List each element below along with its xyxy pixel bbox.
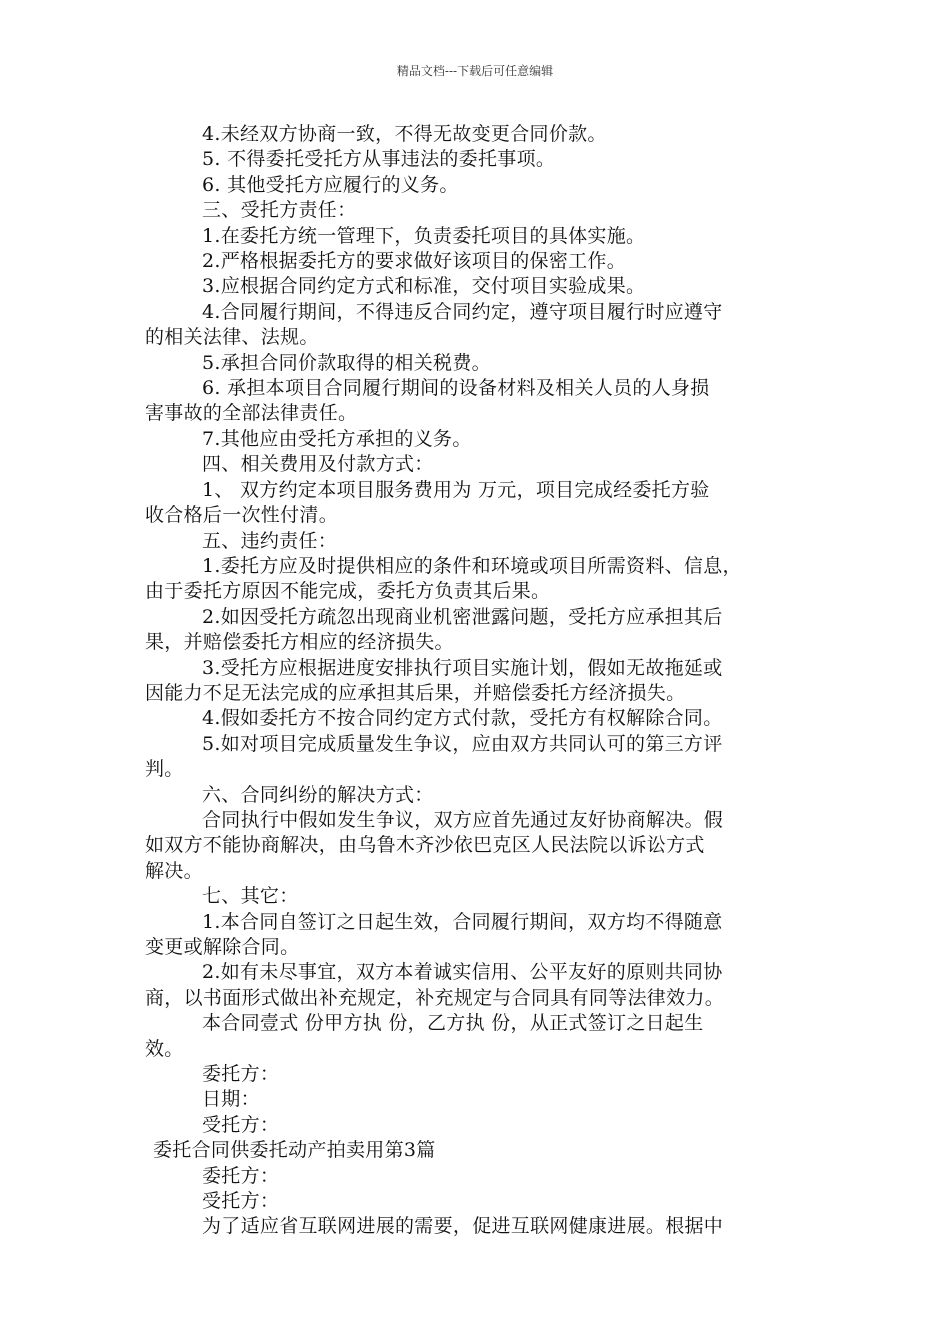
text-line: 因能力不足无法完成的应承担其后果，并赔偿委托方经济损失。 xyxy=(145,681,686,704)
text-line: 本合同壹式 份甲方执 份，乙方执 份，从正式签订之日起生 xyxy=(202,1012,704,1035)
text-line: 商，以书面形式做出补充规定，补充规定与合同具有同等法律效力。 xyxy=(145,986,725,1009)
text-line: 四、相关费用及付款方式： xyxy=(202,453,434,476)
text-line: 七、其它： xyxy=(202,885,299,908)
text-line: 害事故的全部法律责任。 xyxy=(145,402,358,425)
text-line: 1.本合同自签订之日起生效，合同履行期间，双方均不得随意 xyxy=(202,910,723,933)
text-line: 日期： xyxy=(202,1088,260,1111)
text-line: 由于委托方原因不能完成，委托方负责其后果。 xyxy=(145,580,551,603)
text-line: 2.如有未尽事宜，双方本着诚实信用、公平友好的原则共同协 xyxy=(202,961,723,984)
text-line: 为了适应省互联网进展的需要，促进互联网健康进展。根据中 xyxy=(202,1215,724,1238)
text-line: 4.合同履行期间，不得违反合同约定，遵守项目履行时应遵守 xyxy=(202,300,723,323)
text-line: 7.其他应由受托方承担的义务。 xyxy=(202,427,472,450)
text-line: 委托方： xyxy=(202,1164,280,1187)
text-line: 三、受托方责任： xyxy=(202,199,357,222)
text-line: 5.承担合同价款取得的相关税费。 xyxy=(202,351,491,374)
text-line: 受托方： xyxy=(202,1113,280,1136)
text-line: 合同执行中假如发生争议，双方应首先通过友好协商解决。假 xyxy=(202,808,724,831)
text-line: 委托合同供委托动产拍卖用第3篇 xyxy=(153,1139,436,1162)
text-line: 5. 不得委托受托方从事违法的委托事项。 xyxy=(202,148,556,171)
text-line: 五、违约责任： xyxy=(202,529,338,552)
text-line: 1.在委托方统一管理下，负责委托项目的具体实施。 xyxy=(202,224,646,247)
text-line: 6. 其他受托方应履行的义务。 xyxy=(202,173,459,196)
text-line: 3.应根据合同约定方式和标准，交付项目实验成果。 xyxy=(202,275,646,298)
text-line: 效。 xyxy=(145,1037,184,1060)
text-line: 4.未经双方协商一致，不得无故变更合同价款。 xyxy=(202,123,607,145)
text-line: 2.如因受托方疏忽出现商业机密泄露问题，受托方应承担其后 xyxy=(202,605,723,628)
text-line: 的相关法律、法规。 xyxy=(145,326,319,349)
document-body xyxy=(145,122,825,1240)
text-line: 2.严格根据委托方的要求做好该项目的保密工作。 xyxy=(202,250,627,273)
text-line: 4.假如委托方不按合同约定方式付款，受托方有权解除合同。 xyxy=(202,707,723,730)
text-line: 3.受托方应根据进度安排执行项目实施计划，假如无故拖延或 xyxy=(202,656,723,679)
text-line: 判。 xyxy=(145,758,184,781)
text-line: 1.委托方应及时提供相应的条件和环境或项目所需资料、信息， xyxy=(202,554,742,577)
text-line: 六、合同纠纷的解决方式： xyxy=(202,783,434,806)
text-line: 变更或解除合同。 xyxy=(145,936,300,958)
text-line: 果，并赔偿委托方相应的经济损失。 xyxy=(145,631,454,654)
text-line: 收合格后一次性付清。 xyxy=(145,504,339,527)
text-line: 受托方： xyxy=(202,1190,280,1213)
text-line: 如双方不能协商解决，由乌鲁木齐沙依巴克区人民法院以诉讼方式 xyxy=(145,834,705,857)
page-header: 精品文档---下载后可任意编辑 xyxy=(396,64,554,78)
text-line: 5.如对项目完成质量发生争议，应由双方共同认可的第三方评 xyxy=(202,732,723,755)
text-line: 委托方： xyxy=(202,1063,280,1086)
text-line: 6. 承担本项目合同履行期间的设备材料及相关人员的人身损 xyxy=(202,377,710,400)
text-line: 1、 双方约定本项目服务费用为 万元，项目完成经委托方验 xyxy=(202,478,710,501)
text-line: 解决。 xyxy=(145,859,203,882)
